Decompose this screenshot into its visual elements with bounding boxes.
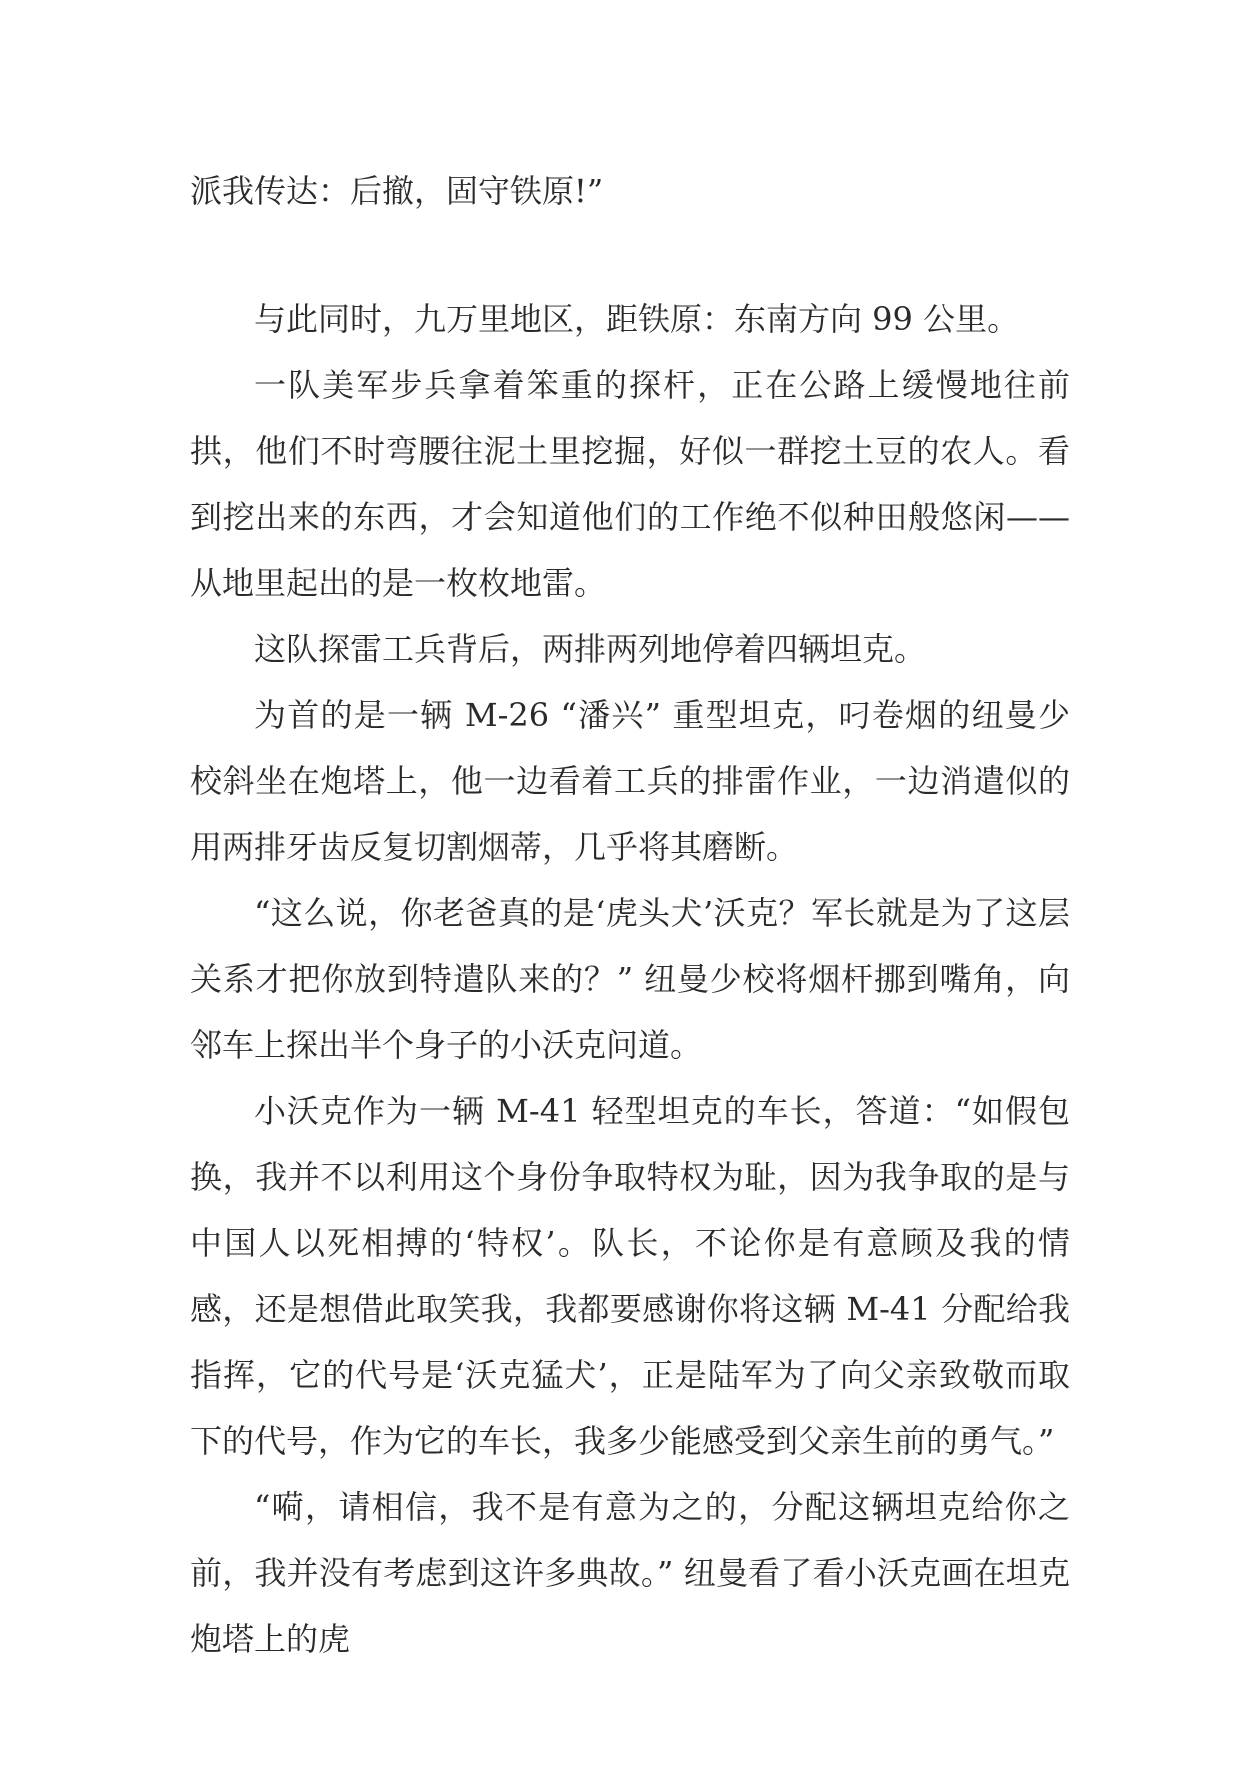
paragraph: “嗬，请相信，我不是有意为之的，分配这辆坦克给你之前，我并没有考虑到这许多典故。” 纽曼看了看小沃克画在坦克炮塔上的虎 — [190, 1488, 1070, 1658]
body-text — [190, 158, 1070, 1672]
paragraph: 小沃克作为一辆 M-41 轻型坦克的车长，答道：“如假包换，我并不以利用这个身份争取特权为耻，因为我争取的是与中国人以死相搏的‘特权’。队长，不论你是有意顾及我的情感，还是想借此取笑我，我都要感谢你将这辆 M-41 分配给我指挥，它的代号是‘沃克猛犬’，正是陆军为了向父亲致敬而取下的代号，作为它的车长，我多少能感受到父亲生前的勇气。” — [190, 1092, 1070, 1460]
paragraph: 一队美军步兵拿着笨重的探杆，正在公路上缓慢地往前拱，他们不时弯腰往泥土里挖掘，好似一群挖土豆的农人。看到挖出来的东西，才会知道他们的工作绝不似种田般悠闲——从地里起出的是一枚枚地雷。 — [190, 366, 1070, 602]
paragraph: 为首的是一辆 M-26 “潘兴” 重型坦克，叼卷烟的纽曼少校斜坐在炮塔上，他一边看着工兵的排雷作业，一边消遣似的用两排牙齿反复切割烟蒂，几乎将其磨断。 — [190, 696, 1070, 866]
paragraph: 与此同时，九万里地区，距铁原：东南方向 99 公里。 — [254, 300, 1020, 338]
paragraph: “这么说，你老爸真的是‘虎头犬’沃克？军长就是为了这层关系才把你放到特遣队来的？” 纽曼少校将烟杆挪到嘴角，向邻车上探出半个身子的小沃克问道。 — [190, 894, 1070, 1064]
paragraph: 这队探雷工兵背后，两排两列地停着四辆坦克。 — [254, 630, 927, 668]
paragraph: 派我传达：后撤，固守铁原!” — [190, 172, 604, 210]
section-gap — [190, 224, 1070, 286]
